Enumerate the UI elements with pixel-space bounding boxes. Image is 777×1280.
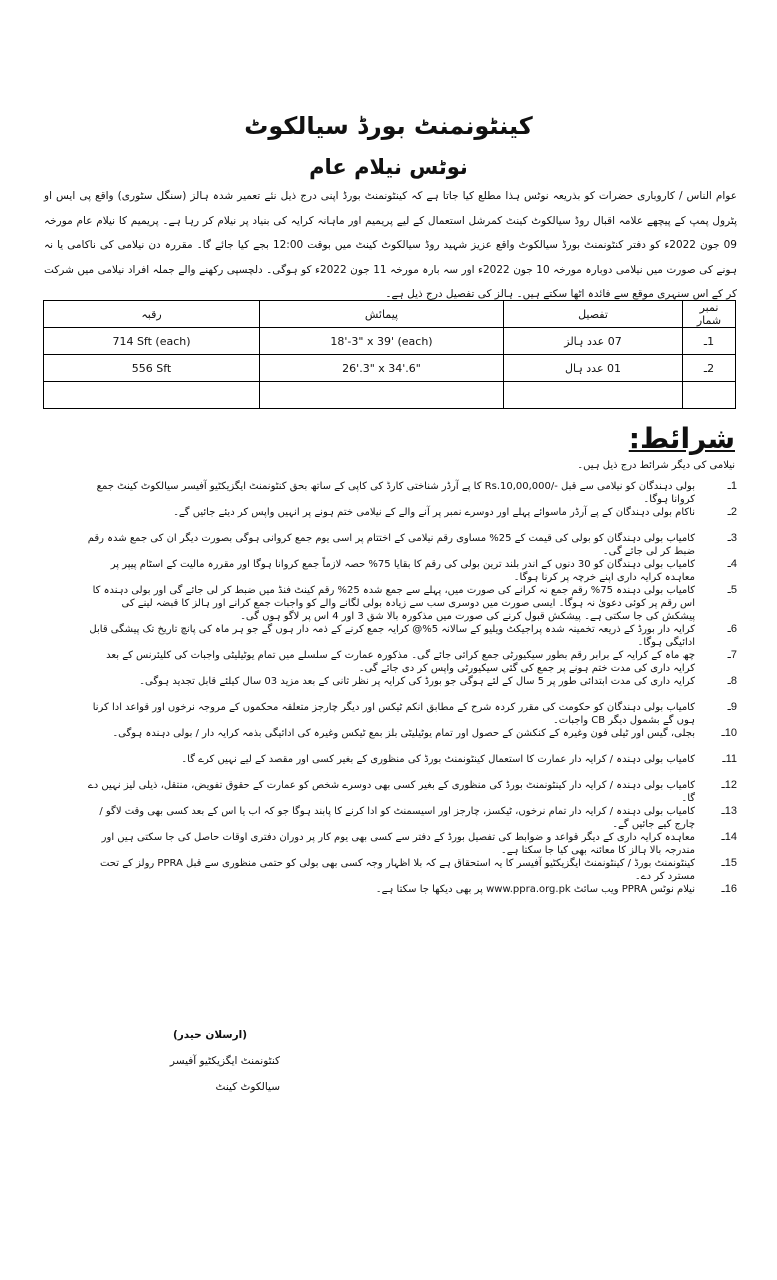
notice-title: نوٹس نیلام عام bbox=[309, 155, 468, 179]
condition-text: نیلام نوٹس PPRA ویب سائٹ www.ppra.org.pk پر بھی دیکھا جا سکتا ہے۔ bbox=[375, 884, 695, 895]
condition-number: 1ـ bbox=[727, 480, 737, 492]
condition-text: کامیاب بولی دہندگان کو بولی کی قیمت کے 25% مساوی رقم نیلامی کے اختتام پر اسی یوم جمع کروانی ہوگی بصورت دیگر ان کی جمع شدہ رقم ضبط کر لی جائے گی۔ bbox=[87, 533, 695, 557]
condition-number: 5ـ bbox=[727, 584, 737, 596]
header-detail: تفصیل bbox=[504, 301, 683, 328]
signatory-location: سیالکوٹ کینٹ bbox=[215, 1081, 280, 1093]
table-header-row bbox=[44, 301, 736, 328]
cell-area bbox=[44, 382, 260, 409]
condition-item bbox=[37, 558, 737, 584]
condition-number: 3ـ bbox=[727, 532, 737, 544]
condition-text: کامیاب بولی دہندگان کو حکومت کی مقرر کردہ شرح کے مطابق انکم ٹیکس اور دیگر چارجز متعلقہ محکموں کے مروجہ نرخوں اور قواعد ادا کرنا ہوں گے بشمول دیگر CB واجبات۔ bbox=[92, 702, 695, 726]
condition-item bbox=[37, 532, 737, 558]
condition-text: کامیاب بولی دہندہ / کرایہ دار عمارت کا استعمال کینٹونمنٹ بورڈ کی منظوری کے بغیر کسی اور مقصد کے لیے نہیں کرے گا۔ bbox=[181, 754, 695, 765]
intro-paragraph: عوام الناس / کاروباری حضرات کو بذریعہ نوٹس ہذا مطلع کیا جاتا ہے کہ کینٹونمنٹ بورڈ اپنی درج ذیل نئے تعمیر شدہ ہالز (سنگل سٹوری) واقع پی ایس او پٹرول پمپ کے پیچھے علامہ اقبال روڈ سیالکوٹ کینٹ کمرشل استعمال کے لیے پریمیم اور ماہانہ کرایہ کی بنیاد پر نیلام کر رہا ہے۔ پریمیم کا نیلام عام مورخہ 09 جون 2022ء کو دفتر کنٹونمنٹ بورڈ سیالکوٹ واقع عزیز شہید روڈ سیالکوٹ کینٹ میں بوقت 12:00 بجے کیا جائے گا۔ مقررہ دن نیلامی کی ناکامی یا نہ ہونے کی صورت میں نیلامی دوبارہ مورخہ 10 جون 2022ء اور سہ بارہ مورخہ 11 جون 2022ء کو ہوگی۔ دلچسپی رکھنے والے جملہ افراد نیلامی میں شرکت کر کے اس سنہری موقع سے فائدہ اٹھا سکتے ہیں۔ ہالز کی تفصیل درج ذیل ہے۔ bbox=[44, 190, 737, 300]
condition-text: بجلی، گیس اور ٹیلی فون وغیرہ کے کنکشن کے حصول اور تمام یوٹیلیٹی بلز بمع ٹیکس وغیرہ کی ادائیگی بذمہ کرایہ دار / بولی دہندہ ہوگی۔ bbox=[112, 728, 695, 739]
condition-item bbox=[37, 584, 737, 623]
cell-size bbox=[260, 382, 504, 409]
condition-item bbox=[37, 675, 737, 701]
condition-number: 6ـ bbox=[727, 623, 737, 635]
cell-detail: 07 عدد ہالز bbox=[504, 328, 683, 355]
table-row bbox=[44, 355, 736, 382]
header-serial: نمبر شمار bbox=[683, 301, 736, 328]
condition-text: کرایہ داری کی مدت ابتدائی طور پر 5 سال کے لئے ہوگی جو بورڈ کی کرایہ پر نظر ثانی کے بعد مزید 03 سال کیلئے قابل تجدید ہوگی۔ bbox=[139, 676, 695, 687]
condition-item bbox=[37, 779, 737, 805]
condition-number: 11ـ bbox=[722, 753, 737, 765]
condition-text: کرایہ دار بورڈ کے ذریعہ تخمینہ شدہ پراجیکٹ ویلیو کے سالانہ 5%@ کرایہ جمع کرنے کے ذمہ دار ہوں گے جو ہر ماہ کی پانچ تاریخ تک پیشگی قابل ادائیگی ہوگا۔ bbox=[89, 624, 695, 648]
cell-area: 556 Sft bbox=[44, 355, 260, 382]
table-row bbox=[44, 328, 736, 355]
halls-table bbox=[43, 300, 736, 409]
condition-item bbox=[37, 831, 737, 857]
cell-size: 26'.3" x 34'.6" bbox=[260, 355, 504, 382]
condition-number: 16ـ bbox=[721, 883, 737, 895]
condition-item bbox=[37, 623, 737, 649]
signatory-designation: کنٹونمنٹ ایگزیکٹیو آفیسر bbox=[169, 1055, 280, 1067]
cell-serial: 1ـ bbox=[683, 328, 736, 355]
notice-issuer-title: کینٹونمنٹ بورڈ سیالکوٹ bbox=[244, 112, 533, 140]
condition-number: 14ـ bbox=[721, 831, 737, 843]
condition-item bbox=[37, 753, 737, 779]
condition-text: کامیاب بولی دہندگان کو 30 دنوں کے اندر بلند ترین بولی کی رقم کا بقایا 75% حصہ لازماً جمع کروانا ہوگا اور مقررہ مالیت کے اسٹام پیپر پر معاہدہ کرایہ داری اپنے خرچہ پر کرنا ہوگا۔ bbox=[110, 559, 695, 583]
conditions-intro: نیلامی کی دیگر شرائط درج ذیل ہیں۔ bbox=[577, 460, 735, 471]
condition-item bbox=[37, 727, 737, 753]
cell-size: 18'-3" x 39' (each) bbox=[260, 328, 504, 355]
condition-number: 9ـ bbox=[727, 701, 737, 713]
condition-number: 12ـ bbox=[721, 779, 737, 791]
condition-number: 15ـ bbox=[721, 857, 737, 869]
cell-detail bbox=[504, 382, 683, 409]
condition-item bbox=[37, 805, 737, 831]
condition-item bbox=[37, 701, 737, 727]
cell-serial: 2ـ bbox=[683, 355, 736, 382]
condition-number: 2ـ bbox=[727, 506, 737, 518]
condition-item bbox=[37, 506, 737, 532]
condition-text: معاہدہ کرایہ داری کے دیگر قواعد و ضوابط کی تفصیل بورڈ کے دفتر سے کسی بھی یوم کار پر دوران دفتری اوقات حاصل کی جا سکتی ہیں اور مندرجہ بالا ہالز کا معائنہ بھی کیا جا سکتا ہے۔ bbox=[101, 832, 695, 856]
condition-text: کینٹونمنٹ بورڈ / کینٹونمنٹ ایگزیکٹیو آفیسر کا یہ استحقاق ہے کہ بلا اظہار وجہ کسی بھی بولی کو حتمی منظوری سے قبل PPRA رولز کے تحت مسترد کر دے۔ bbox=[99, 858, 695, 882]
header-size: پیمائش bbox=[260, 301, 504, 328]
condition-text: کامیاب بولی دہندہ / کرایہ دار کینٹونمنٹ بورڈ کی منظوری کے بغیر کسی بھی دوسرے شخص کو عمارت کے حقوق تفویض، منتقل، ذیلی لیز نہیں دے گا۔ bbox=[87, 780, 695, 804]
cell-area: 714 Sft (each) bbox=[44, 328, 260, 355]
cell-serial bbox=[683, 382, 736, 409]
cell-detail: 01 عدد ہال bbox=[504, 355, 683, 382]
condition-number: 10ـ bbox=[721, 727, 737, 739]
condition-text: ناکام بولی دہندگان کے پے آرڈر ماسوائے پہلے اور دوسرے نمبر پر آنے والے کے نیلامی ختم ہونے پر انہیں واپس کر دیئے جائیں گے۔ bbox=[173, 507, 695, 518]
conditions-list bbox=[37, 480, 737, 909]
condition-text: کامیاب بولی دہندہ / کرایہ دار تمام نرخوں، ٹیکسز، چارجز اور اسیسمنٹ کو ادا کرنے کا پابند ہوگا جو کہ اب یا اس کے بعد کسی بھی وقت لاگو / چارج کیے جائیں گے۔ bbox=[99, 806, 695, 830]
condition-number: 13ـ bbox=[721, 805, 737, 817]
condition-number: 7ـ bbox=[727, 649, 737, 661]
condition-item bbox=[37, 883, 737, 909]
condition-number: 8ـ bbox=[727, 675, 737, 687]
signatory-name: (ارسلان حیدر) bbox=[172, 1029, 248, 1041]
condition-item bbox=[37, 857, 737, 883]
conditions-heading: شرائط: bbox=[628, 422, 735, 455]
condition-item bbox=[37, 649, 737, 675]
signature-block bbox=[140, 1022, 280, 1100]
condition-text: بولی دہندگان کو نیلامی سے قبل -/Rs.10,00,000 کا پے آرڈر شناختی کارڈ کی کاپی کے ساتھ بحق کنٹونمنٹ ایگزیکٹیو آفیسر سیالکوٹ کینٹ جمع کروانا ہوگا۔ bbox=[96, 481, 695, 505]
table-row bbox=[44, 382, 736, 409]
condition-item bbox=[37, 480, 737, 506]
condition-text: کامیاب بولی دہندہ 75% رقم جمع نہ کرانے کی صورت میں، پہلے سے جمع شدہ 25% رقم کینٹ فنڈ میں ضبط کر لی جائے گی اور بولی دہندہ کا اس رقم پر کوئی دعویٰ نہ ہوگا۔ ایسی صورت میں دوسری سب سے زیادہ بولی لگانے والے کو واجبات جمع کرانے اور ہالز کا قبضہ لینے کی پیشکش کی جا سکتی ہے۔ پیشکش قبول کرنے کی صورت میں مذکورہ بالا شق 3 اور 4 اس پر لاگو ہوں گی۔ bbox=[92, 585, 695, 622]
condition-number: 4ـ bbox=[727, 558, 737, 570]
header-area: رقبہ bbox=[44, 301, 260, 328]
condition-text: چھ ماہ کے کرایہ کے برابر رقم بطور سیکیورٹی جمع کرائی جائے گی۔ مذکورہ عمارت کے سلسلے میں تمام یوٹیلیٹی واجبات کی کلیئرنس کے بعد کرایہ داری کی مدت ختم ہونے پر جمع کی گئی سیکیورٹی واپس کر دی جائے گی۔ bbox=[106, 650, 695, 674]
